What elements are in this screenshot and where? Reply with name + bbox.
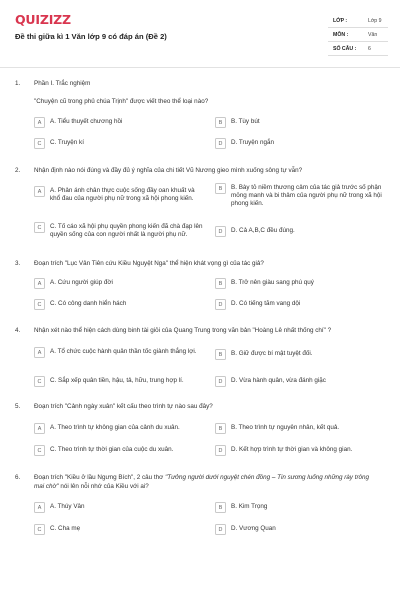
meta-row-class: [328, 14, 388, 28]
question-number: 3.: [15, 260, 21, 267]
question-prompt: Đoạn trích "Lục Vân Tiên cứu Kiều Nguyệt Nga" thể hiện khát vọng gì của tác giả?: [34, 260, 264, 267]
quoted-verse: "Tưởng người dưới nguyệt chén đồng – Tin sương luống những rày trông mai chờ": [34, 474, 370, 490]
option-text: C. Có công danh hiển hách: [50, 300, 127, 307]
meta-label: MÔN :: [333, 31, 349, 38]
option-d[interactable]: [215, 299, 390, 310]
option-letter-box: B: [215, 502, 226, 513]
option-letter-box: B: [215, 117, 226, 128]
option-text: A. Phản ánh chân thực cuộc sống đầy oan khuất và khổ đau của người phụ nữ trong xã hội phong kiến.: [50, 187, 195, 203]
option-letter-box: D: [215, 226, 226, 237]
option-text: D. Có tiếng tăm vang dội: [231, 300, 301, 307]
option-text: D. Truyện ngắn: [231, 139, 275, 146]
option-letter-box: A: [34, 347, 45, 358]
option-text: B. Trở nên giàu sang phú quý: [231, 279, 314, 286]
prompt-part: Đoạn trích "Kiều ở lầu Ngưng Bích", 2 câu thơ: [34, 474, 166, 481]
meta-label: SỐ CÂU :: [333, 45, 357, 52]
option-letter-box: A: [34, 117, 45, 128]
header-divider: [0, 67, 400, 68]
question-subprompt: "Chuyện cũ trong phủ chúa Trịnh" được viết theo thể loại nào?: [34, 98, 209, 105]
option-letter-box: A: [34, 278, 45, 289]
option-text: D. Vương Quan: [231, 525, 276, 532]
option-letter-box: B: [215, 423, 226, 434]
option-text: A. Cứu người giúp đời: [50, 279, 113, 286]
option-text: D. Cả A,B,C đều đúng.: [231, 227, 295, 234]
option-text: D. Kết hợp trình tự thời gian và không gian.: [231, 446, 353, 453]
option-text: A. Theo trình tự không gian của cảnh du xuân.: [50, 424, 180, 431]
question-number: 2.: [15, 167, 21, 174]
option-text: B. Kim Trọng: [231, 503, 268, 510]
meta-label: LỚP :: [333, 17, 348, 24]
quizizz-logo: QUIZIZZ: [15, 12, 71, 27]
option-a[interactable]: [34, 423, 204, 434]
question-number: 4.: [15, 327, 21, 334]
meta-value: 6: [368, 45, 371, 52]
option-c[interactable]: [34, 222, 204, 239]
meta-row-count: [328, 42, 388, 56]
option-letter-box: C: [34, 524, 45, 535]
worksheet-title: Đề thi giữa kì 1 Văn lớp 9 có đáp án (Đề 2): [15, 32, 167, 41]
option-text: B. Theo trình tự nguyên nhân, kết quả.: [231, 424, 340, 431]
option-text: B. Bày tỏ niềm thương cảm của tác giả trước số phận mỏng manh và bi thảm của người phụ nữ trong xã hội phong kiến.: [231, 184, 382, 208]
option-text: C. Truyện kí: [50, 139, 84, 146]
question-prompt: Đoạn trích "Cảnh ngày xuân" kết cấu theo trình tự nào sau đây?: [34, 403, 213, 410]
option-letter-box: C: [34, 138, 45, 149]
prompt-part: nói lên nỗi nhớ của Kiều với ai?: [58, 482, 149, 490]
question-number: 5.: [15, 403, 21, 410]
option-text: B. Giữ được bí mật tuyệt đối.: [231, 350, 313, 357]
worksheet-meta: [328, 14, 388, 56]
option-letter-box: A: [34, 186, 45, 197]
option-letter-box: C: [34, 376, 45, 387]
option-letter-box: D: [215, 524, 226, 535]
question-number: 1.: [15, 80, 21, 87]
option-d[interactable]: [215, 524, 390, 535]
option-text: A. Thúy Vân: [50, 503, 85, 510]
option-text: B. Tùy bút: [231, 118, 260, 125]
option-b[interactable]: [215, 278, 390, 289]
option-text: C. Tố cáo xã hội phụ quyền phong kiến đã chà đạp lên quyền sống của con người nhất là người phụ nữ.: [50, 223, 203, 239]
option-d[interactable]: [215, 138, 390, 149]
meta-value: Lớp 9: [368, 17, 382, 24]
option-a[interactable]: [34, 186, 204, 203]
option-letter-box: D: [215, 445, 226, 456]
option-letter-box: A: [34, 502, 45, 513]
meta-row-subject: [328, 28, 388, 42]
question-prompt: Nhận xét nào thể hiện cách dùng binh tài giỏi của Quang Trung trong văn bản "Hoàng Lê nhất thống chí" ?: [34, 327, 332, 334]
option-d[interactable]: [215, 376, 390, 387]
option-letter-box: C: [34, 222, 45, 233]
option-b[interactable]: [215, 502, 390, 513]
option-a[interactable]: [34, 117, 204, 128]
option-b[interactable]: [215, 183, 390, 209]
option-text: A. Tiểu thuyết chương hồi: [50, 118, 123, 125]
option-letter-box: C: [34, 445, 45, 456]
option-text: A. Tổ chức cuộc hành quân thần tốc giành thắng lợi.: [50, 348, 197, 355]
option-c[interactable]: [34, 524, 204, 535]
option-letter-box: C: [34, 299, 45, 310]
question-prompt: Phần I. Trắc nghiệm: [34, 80, 91, 87]
option-text: C. Cha mẹ: [50, 525, 81, 532]
option-a[interactable]: [34, 278, 204, 289]
option-letter-box: B: [215, 349, 226, 360]
option-letter-box: D: [215, 138, 226, 149]
option-letter-box: B: [215, 183, 226, 194]
option-b[interactable]: [215, 117, 390, 128]
option-letter-box: B: [215, 278, 226, 289]
option-letter-box: D: [215, 299, 226, 310]
option-d[interactable]: [215, 445, 390, 456]
option-a[interactable]: [34, 347, 204, 358]
question-prompt: Nhận định nào nói đúng và đầy đủ ý nghĩa của chi tiết Vũ Nương gieo mình xuống sông tự vẫn?: [34, 167, 303, 174]
meta-value: Văn: [368, 31, 378, 38]
option-text: C. Sắp xếp quân tiền, hậu, tả, hữu, trung hợp lí.: [50, 377, 184, 384]
option-text: D. Vừa hành quân, vừa đánh giặc: [231, 377, 326, 384]
option-c[interactable]: [34, 138, 204, 149]
option-c[interactable]: [34, 445, 204, 456]
question-prompt: [34, 474, 379, 491]
option-d[interactable]: [215, 226, 390, 237]
option-c[interactable]: [34, 299, 204, 310]
worksheet-header: [0, 0, 400, 62]
option-letter-box: A: [34, 423, 45, 434]
option-b[interactable]: [215, 349, 390, 360]
option-a[interactable]: [34, 502, 204, 513]
option-c[interactable]: [34, 376, 204, 387]
option-text: C. Theo trình tự thời gian của cuộc du xuân.: [50, 446, 174, 453]
option-b[interactable]: [215, 423, 390, 434]
option-letter-box: D: [215, 376, 226, 387]
question-number: 6.: [15, 474, 21, 481]
